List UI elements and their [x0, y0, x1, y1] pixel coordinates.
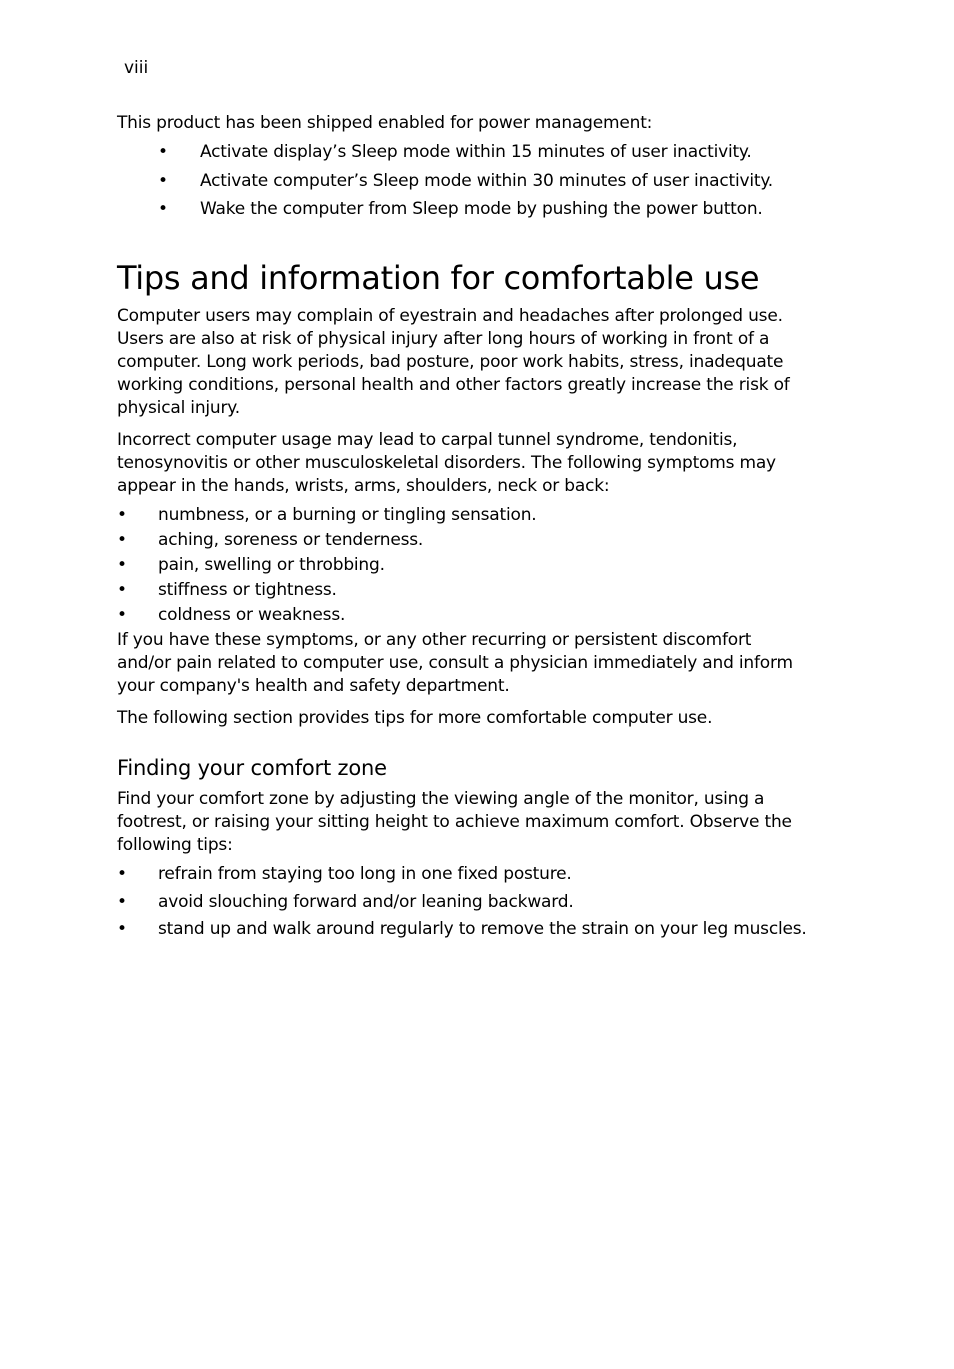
page-content — [117, 112, 807, 946]
bullet-icon: • — [117, 530, 127, 550]
section-heading: Tips and information for comfortable use — [117, 259, 760, 297]
list-item-text: stand up and walk around regularly to remove the strain on your leg muscles. — [158, 919, 807, 939]
list-item-text: aching, soreness or tenderness. — [158, 530, 424, 550]
bullet-icon: • — [117, 505, 127, 525]
bullet-icon: • — [117, 891, 127, 912]
bullet-icon: • — [117, 605, 127, 625]
list-item-text: refrain from staying too long in one fixed posture. — [158, 864, 572, 884]
list-item — [117, 198, 807, 221]
bullet-icon: • — [117, 919, 127, 939]
list-item-text: Wake the computer from Sleep mode by pushing the power button. — [200, 199, 763, 219]
paragraph: Find your comfort zone by adjusting the viewing angle of the monitor, using a footrest, or raising your sitting height to achieve maximum comfort. Observe the following tips: — [117, 789, 792, 855]
list-item — [117, 604, 807, 627]
paragraph: Incorrect computer usage may lead to carpal tunnel syndrome, tendonitis, tenosynovitis or other musculoskeletal disorders. The following symptoms may appear in the hands, wrists, arms, shoulders, neck or back: — [117, 430, 776, 496]
paragraph: If you have these symptoms, or any other recurring or persistent discomfort and/or pain related to computer use, consult a physician immediately and inform your company's health and safety department. — [117, 630, 793, 696]
list-item — [117, 170, 807, 193]
subsection-heading: Finding your comfort zone — [117, 756, 387, 780]
list-item-text: coldness or weakness. — [158, 605, 346, 625]
list-item-text: pain, swelling or throbbing. — [158, 555, 385, 575]
bullet-icon: • — [158, 142, 168, 162]
bullet-icon: • — [158, 170, 168, 191]
paragraph: Computer users may complain of eyestrain and headaches after prolonged use. Users are also at risk of physical injury after long hours of working in front of a computer. Long work periods, bad posture, poor work habits, stress, inadequate working conditions, personal health and other factors greatly increase the risk of physical injury. — [117, 306, 790, 418]
bullet-icon: • — [117, 555, 127, 575]
list-item — [117, 891, 807, 914]
comfort-tips-list — [117, 863, 807, 941]
list-item — [117, 529, 807, 552]
list-item-text: Activate display’s Sleep mode within 15 minutes of user inactivity. — [200, 142, 752, 162]
list-item — [117, 504, 807, 527]
list-item — [117, 863, 807, 886]
list-item-text: stiffness or tightness. — [158, 580, 337, 600]
bullet-icon: • — [158, 199, 168, 219]
list-item-text: avoid slouching forward and/or leaning backward. — [158, 891, 574, 912]
list-item-text: numbness, or a burning or tingling sensation. — [158, 505, 537, 525]
list-item — [117, 554, 807, 577]
symptoms-list — [117, 504, 807, 627]
list-item — [117, 579, 807, 602]
page-number: viii — [124, 58, 149, 78]
bullet-icon: • — [117, 864, 127, 884]
power-management-list — [117, 141, 807, 221]
power-intro: This product has been shipped enabled for power management: — [117, 113, 653, 133]
list-item-text: Activate computer’s Sleep mode within 30 minutes of user inactivity. — [200, 170, 773, 191]
list-item — [117, 918, 807, 941]
paragraph: The following section provides tips for more comfortable computer use. — [117, 708, 713, 728]
bullet-icon: • — [117, 580, 127, 600]
list-item — [117, 141, 807, 164]
